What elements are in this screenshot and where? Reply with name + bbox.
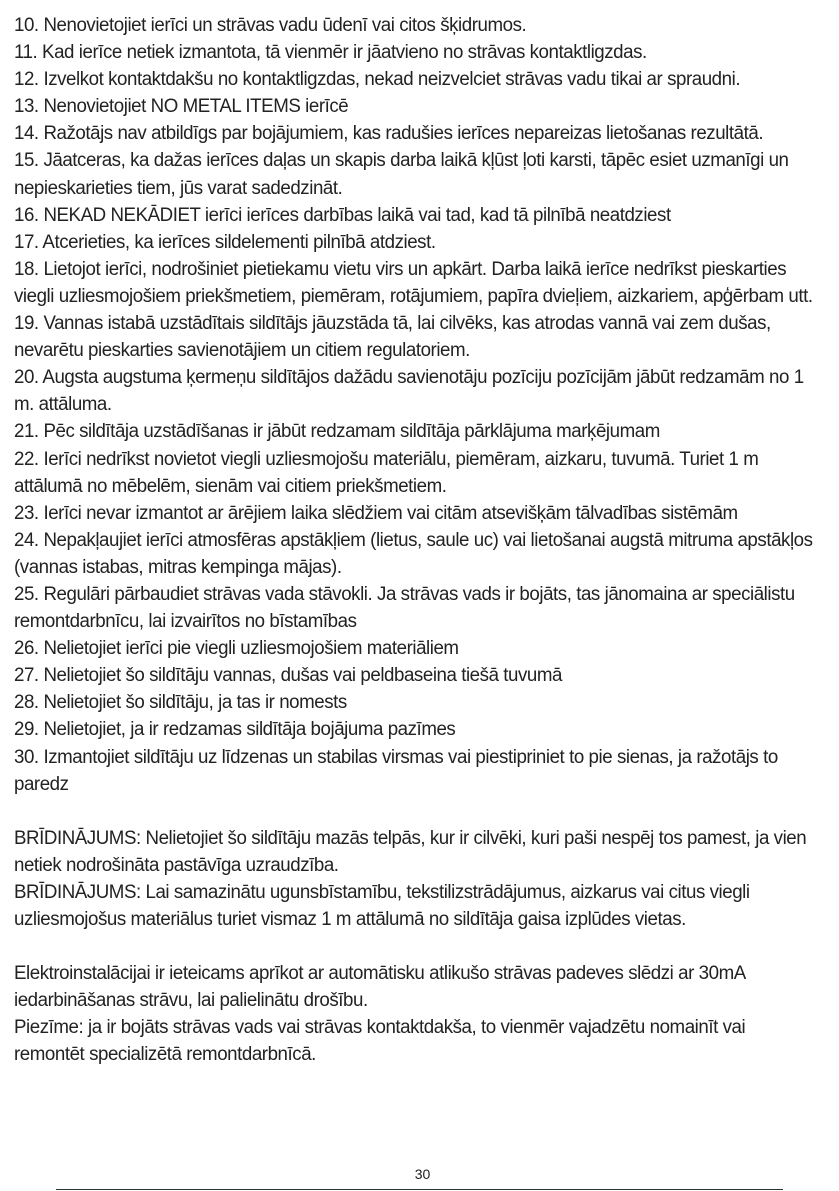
page-number: 30 (414, 1166, 431, 1182)
instruction-26: 26. Nelietojiet ierīci pie viegli uzliesmojošiem materiāliem (14, 638, 459, 660)
section-spacer (14, 933, 817, 960)
instruction-13: 13. Nenovietojiet NO METAL ITEMS ierīcē (14, 96, 349, 118)
instruction-19: 19. Vannas istabā uzstādītais sildītājs jāuzstāda tā, lai cilvēks, kas atrodas vannā vai zem dušas, nevarētu pieskarties savienotājiem un citiem regulatoriem. (14, 313, 771, 362)
note-rcd-switch: Elektroinstalācijai ir ieteicams aprīkot ar automātisku atlikušo strāvas padeves slēdzi ar 30mA iedarbināšanas strāvu, lai palielinātu drošību. (14, 963, 745, 1012)
safety-instructions-list (14, 12, 817, 798)
manual-page-content (14, 12, 817, 1068)
instruction-24: 24. Nepakļaujiet ierīci atmosfēras apstākļiem (lietus, saule uc) vai lietošanai augstā mitruma apstākļos (vannas istabas, mitras kempinga mājas). (14, 529, 813, 578)
warnings-section (14, 825, 817, 933)
instruction-22: 22. Ierīci nedrīkst novietot viegli uzliesmojošu materiālu, piemēram, aizkaru, tuvumā. Turiet 1 m attālumā no mēbelēm, sienām vai citiem priekšmetiem. (14, 448, 759, 497)
note-damaged-cord: Piezīme: ja ir bojāts strāvas vads vai strāvas kontaktdakša, to vienmēr vajadzētu nomainīt vai remontēt specializētā remontdarbnīcā. (14, 1017, 746, 1066)
instruction-25: 25. Regulāri pārbaudiet strāvas vada stāvokli. Ja strāvas vads ir bojāts, tas jānomaina ar speciālistu remontdarbnīcu, lai izvairītos no bīstamības (14, 583, 795, 633)
notes-section (14, 960, 817, 1068)
instruction-10: 10. Nenovietojiet ierīci un strāvas vadu ūdenī vai citos šķidrumos. (14, 15, 527, 36)
instruction-18: 18. Lietojot ierīci, nodrošiniet pietiekamu vietu virs un apkārt. Darba laikā ierīce nedrīkst pieskarties viegli uzliesmojošiem priekšmetiem, piemēram, rotājumiem, papīra dvieļiem, aizkariem, apģērbam utt. (14, 258, 813, 307)
warning-fire-hazard: BRĪDINĀJUMS: Lai samazinātu ugunsbīstamību, tekstilizstrādājumus, aizkarus vai citus viegli uzliesmojošus materiālus turiet vismaz 1 m attālumā no sildītāja gaisa izplūdes vietas. (14, 881, 750, 930)
instruction-21: 21. Pēc sildītāja uzstādīšanas ir jābūt redzamam sildītāja pārklājuma marķējumam (14, 421, 660, 443)
footer-divider (56, 1189, 783, 1190)
instruction-11: 11. Kad ierīce netiek izmantota, tā vienmēr ir jāatvieno no strāvas kontaktligzdas. (14, 42, 647, 64)
section-spacer (14, 798, 817, 825)
instruction-29: 29. Nelietojiet, ja ir redzamas sildītāja bojājuma pazīmes (14, 719, 456, 741)
instruction-27: 27. Nelietojiet šo sildītāju vannas, dušas vai peldbaseina tiešā tuvumā (14, 665, 563, 687)
instruction-15: 15. Jāatceras, ka dažas ierīces daļas un skapis darba laikā kļūst ļoti karsti, tāpēc esiet uzmanīgi un nepieskarieties tiem, jūs varat sadedzināt. (14, 150, 789, 199)
instruction-30: 30. Izmantojiet sildītāju uz līdzenas un stabilas virsmas vai piestipriniet to pie sienas, ja ražotājs to paredz (14, 746, 778, 795)
instruction-14: 14. Ražotājs nav atbildīgs par bojājumiem, kas radušies ierīces nepareizas lietošanas rezultātā. (14, 123, 764, 145)
instruction-12: 12. Izvelkot kontaktdakšu no kontaktligzdas, nekad neizvelciet strāvas vadu tikai ar spraudni. (14, 69, 741, 91)
warning-small-rooms: BRĪDINĀJUMS: Nelietojiet šo sildītāju mazās telpās, kur ir cilvēki, kuri paši nespēj tos pamest, ja vien netiek nodrošināta pastāvīga uzraudzība. (14, 827, 807, 876)
instruction-23: 23. Ierīci nevar izmantot ar ārējiem laika slēdžiem vai citām atsevišķām tālvadības sistēmām (14, 502, 738, 524)
instruction-16: 16. NEKAD NEKĀDIET ierīci ierīces darbības laikā vai tad, kad tā pilnībā neatdziest (14, 204, 671, 226)
instruction-28: 28. Nelietojiet šo sildītāju, ja tas ir nomests (14, 692, 347, 714)
instruction-17: 17. Atcerieties, ka ierīces sildelementi pilnībā atdziest. (14, 231, 436, 253)
instruction-20: 20. Augsta augstuma ķermeņu sildītājos dažādu savienotāju pozīciju pozīcijām jābūt redzamām no 1 m. attāluma. (14, 367, 804, 416)
